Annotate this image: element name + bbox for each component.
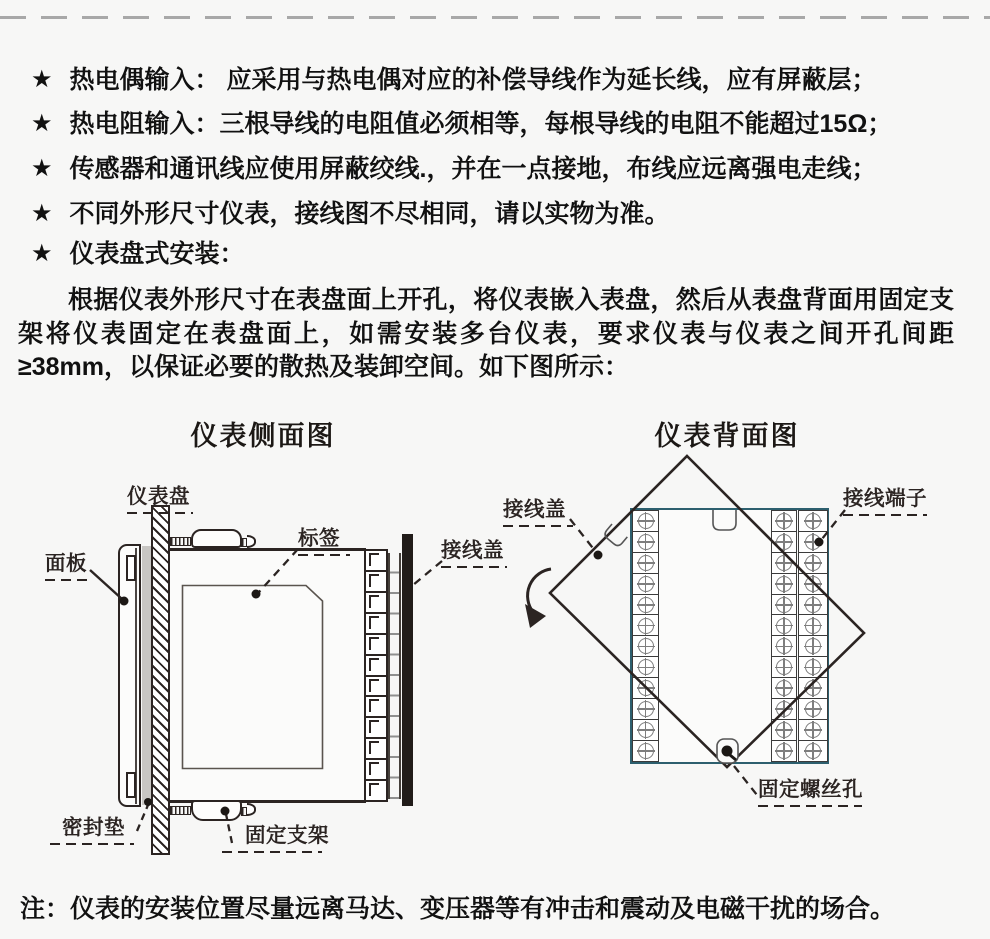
- panel-board-label: 仪表盘: [127, 479, 193, 514]
- terminal-cell: [771, 740, 797, 762]
- panel-board-hatched: [151, 505, 170, 855]
- terminal-cell: [798, 719, 828, 741]
- screw-icon: [805, 555, 821, 571]
- screw-icon: [805, 576, 821, 592]
- terminal-cell: [798, 594, 828, 616]
- bezel-clip-bottom: [126, 772, 136, 798]
- bullet-text: 仪表盘式安装：: [69, 240, 245, 268]
- screw-icon: [805, 534, 821, 550]
- terminal-cell: [632, 573, 659, 595]
- screw-icon: [776, 638, 792, 654]
- screw-icon: [776, 555, 792, 571]
- terminal-cell: [632, 740, 659, 762]
- terminal-cell: [632, 719, 659, 741]
- bezel-inner-line: [135, 548, 137, 804]
- threaded-rod: [170, 537, 191, 546]
- terminal-cell: [632, 698, 659, 720]
- terminal-column-right-b: [798, 510, 828, 762]
- wiring-cover-label-side: 接线盖: [441, 533, 507, 568]
- bullet-text: 热电偶输入： 应采用与热电偶对应的补偿导线作为延长线，应有屏蔽层；: [69, 66, 877, 94]
- screw-icon: [638, 680, 654, 696]
- screw-icon: [805, 513, 821, 529]
- instrument-body: [166, 548, 366, 803]
- terminal-cell: [771, 698, 797, 720]
- terminal-side-ladder: [364, 549, 388, 802]
- terminal-column-left: [632, 510, 659, 762]
- terminal-cell: [798, 698, 828, 720]
- label-tag-label: 标签: [298, 521, 350, 556]
- screw-icon: [805, 743, 821, 759]
- screw-icon: [805, 638, 821, 654]
- wiring-cover-bar: [402, 534, 413, 806]
- bracket-label: 固定支架: [222, 818, 322, 853]
- screw-icon: [776, 659, 792, 675]
- terminal-cell: [798, 510, 828, 532]
- ladder-cell: [366, 718, 386, 739]
- terminal-cell: [632, 594, 659, 616]
- terminal-column-right-a: [771, 510, 797, 762]
- ladder-cell: [366, 677, 386, 698]
- star-icon: ★: [31, 155, 53, 182]
- terminal-cell: [771, 656, 797, 678]
- terminal-cell: [771, 510, 797, 532]
- bullet-item: [31, 109, 892, 139]
- screw-icon: [805, 618, 821, 634]
- screw-icon: [638, 618, 654, 634]
- installation-paragraph: 根据仪表外形尺寸在表盘面上开孔，将仪表嵌入表盘，然后从表盘背面用固定支架将仪表固定在表盘面上，如需安装多台仪表，要求仪表与仪表之间开孔间距≥38mm，以保证必要的散热及装卸空间。如下图所示：: [18, 286, 954, 381]
- screw-icon: [776, 743, 792, 759]
- screw-icon: [638, 743, 654, 759]
- screw-head-icon: [247, 803, 256, 816]
- threaded-rod: [170, 806, 191, 815]
- terminal-cell: [798, 531, 828, 553]
- terminal-cell: [771, 677, 797, 699]
- ladder-cell: [366, 635, 386, 656]
- terminal-cell: [632, 531, 659, 553]
- bullet-text: 不同外形尺寸仪表，接线图不尽相同，请以实物为准。: [69, 200, 670, 228]
- bullet-item: [31, 239, 245, 269]
- wiring-cover-label-back: 接线盖: [503, 492, 573, 527]
- back-view-title: 仪表背面图: [654, 421, 800, 451]
- screw-icon: [638, 701, 654, 717]
- terminal-cell: [771, 552, 797, 574]
- bullet-text: 传感器和通讯线应使用屏蔽绞线.，并在一点接地，布线应远离强电走线；: [69, 155, 877, 183]
- terminal-cell: [771, 635, 797, 657]
- screw-hole-label: 固定螺丝孔: [758, 772, 862, 807]
- screw-icon: [638, 513, 654, 529]
- terminal-cell: [632, 552, 659, 574]
- screw-icon: [805, 722, 821, 738]
- screw-icon: [638, 534, 654, 550]
- screw-icon: [638, 722, 654, 738]
- screw-icon: [805, 659, 821, 675]
- terminals-label: 接线端子: [843, 481, 927, 516]
- terminal-cell: [798, 573, 828, 595]
- terminal-cell: [632, 614, 659, 636]
- screw-icon: [776, 534, 792, 550]
- star-icon: ★: [31, 66, 53, 93]
- ladder-cell: [366, 572, 386, 593]
- ladder-cell: [366, 781, 386, 800]
- screw-icon: [776, 513, 792, 529]
- ladder-cell: [366, 551, 386, 572]
- screw-icon: [776, 722, 792, 738]
- bullet-item: [31, 65, 876, 95]
- terminal-cell: [771, 594, 797, 616]
- gasket-strip: [142, 546, 151, 805]
- bottom-note: 注：仪表的安装位置尽量远离马达、变压器等有冲击和震动及电磁干扰的场合。: [20, 895, 896, 923]
- bullet-item: [31, 199, 670, 229]
- screw-icon: [776, 597, 792, 613]
- terminal-cell: [798, 614, 828, 636]
- ladder-cell: [366, 739, 386, 760]
- bracket-clamp-top: [191, 529, 242, 548]
- screw-icon: [638, 576, 654, 592]
- star-icon: ★: [31, 240, 53, 267]
- front-panel-label: 面板: [45, 546, 93, 581]
- screw-icon: [776, 618, 792, 634]
- top-dashed-rule: [0, 16, 990, 19]
- terminal-cell: [771, 614, 797, 636]
- terminal-cell: [798, 552, 828, 574]
- ladder-cell: [366, 614, 386, 635]
- terminal-cell: [798, 740, 828, 762]
- ladder-cell: [366, 656, 386, 677]
- star-icon: ★: [31, 110, 53, 137]
- terminal-cell: [798, 635, 828, 657]
- screw-icon: [638, 659, 654, 675]
- star-icon: ★: [31, 200, 53, 227]
- terminal-cell: [798, 656, 828, 678]
- screw-head-icon: [247, 535, 256, 548]
- ladder-cell: [366, 760, 386, 781]
- terminal-cell: [771, 573, 797, 595]
- terminal-cell: [632, 677, 659, 699]
- bullet-item: [31, 154, 876, 184]
- bullet-text: 热电阻输入：三根导线的电阻值必须相等，每根导线的电阻不能超过15Ω；: [69, 110, 893, 138]
- screw-icon: [776, 680, 792, 696]
- terminal-cell: [771, 531, 797, 553]
- screw-icon: [805, 680, 821, 696]
- screw-icon: [638, 638, 654, 654]
- side-view-title: 仪表侧面图: [190, 421, 336, 451]
- terminal-rail: [388, 553, 401, 799]
- gasket-label: 密封垫: [50, 810, 134, 845]
- bezel-clip-top: [126, 555, 136, 581]
- terminal-cell: [632, 656, 659, 678]
- screw-icon: [638, 555, 654, 571]
- terminal-cell: [632, 510, 659, 532]
- screw-icon: [638, 597, 654, 613]
- ladder-cell: [366, 697, 386, 718]
- terminal-cell: [632, 635, 659, 657]
- screw-icon: [805, 701, 821, 717]
- terminal-cell: [798, 677, 828, 699]
- screw-icon: [776, 576, 792, 592]
- terminal-cell: [771, 719, 797, 741]
- screw-icon: [805, 597, 821, 613]
- screw-icon: [776, 701, 792, 717]
- ladder-cell: [366, 593, 386, 614]
- front-bezel: [118, 544, 141, 807]
